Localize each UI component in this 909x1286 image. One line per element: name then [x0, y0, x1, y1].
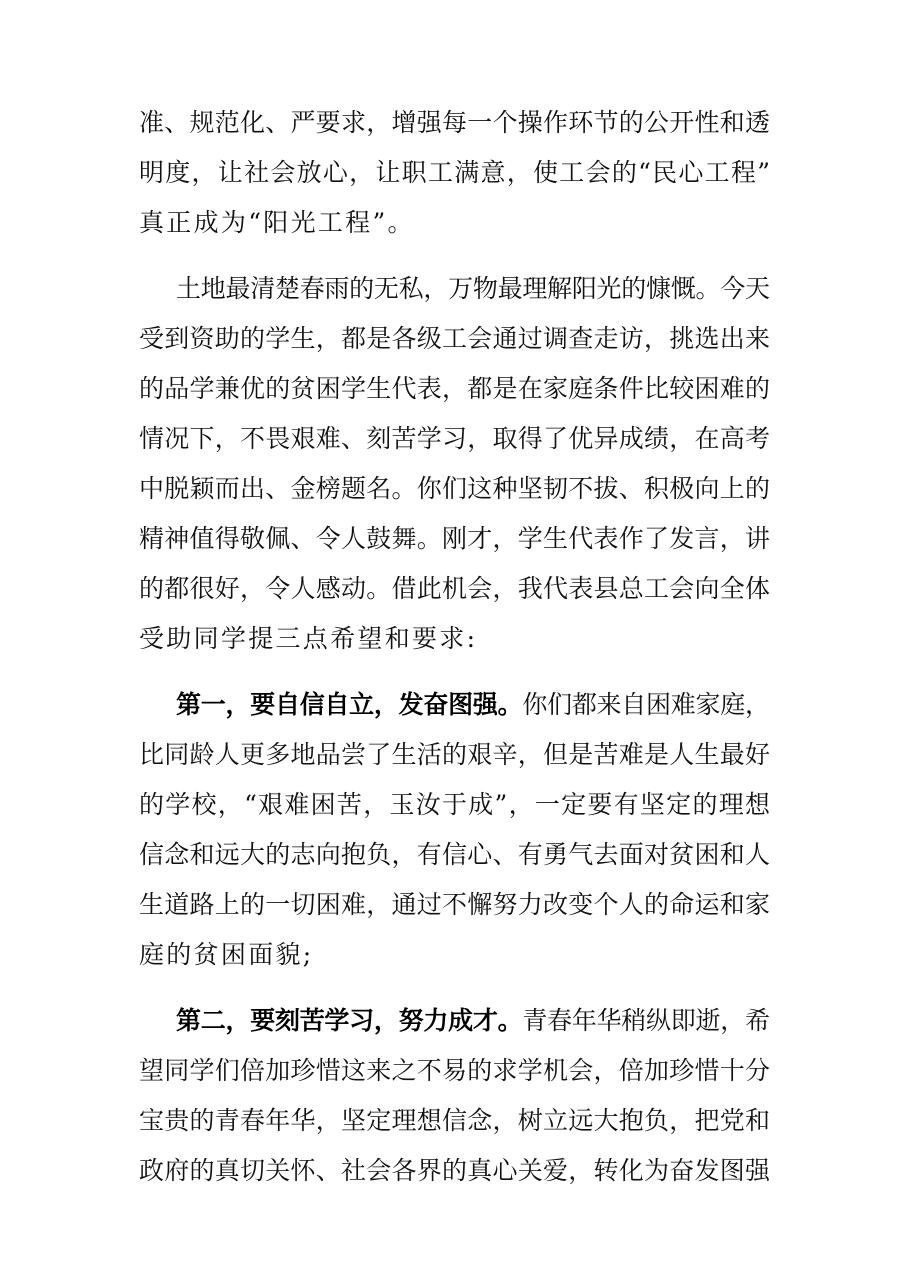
body-text: 庭的贫困面貌; [139, 940, 314, 969]
body-text: 明度，让社会放心，让职工满意，使工会的“民心工程” [139, 158, 772, 187]
body-text: 你们都来自困难家庭， [522, 690, 770, 719]
text-line [0, 519, 909, 559]
body-text: 精神值得敬佩、令人鼓舞。刚才，学生代表作了发言，讲 [139, 524, 771, 553]
body-text: 情况下，不畏艰难、刻苦学习，取得了优异成绩，在高考 [139, 424, 771, 453]
body-text: 受助同学提三点希望和要求: [139, 624, 478, 653]
body-text: 的学校，“艰难困苦，玉汝于成”，一定要有坚定的理想 [139, 790, 772, 819]
text-line [0, 203, 909, 243]
text-line [0, 1101, 909, 1141]
body-text: 土地最清楚春雨的无私，万物最理解阳光的慷慨。今天 [176, 274, 770, 303]
body-text: 信念和远大的志向抱负，有信心、有勇气去面对贫困和人 [139, 840, 771, 869]
body-text: 的都很好，令人感动。借此机会，我代表县总工会向全体 [139, 574, 771, 603]
text-line [0, 619, 909, 659]
body-text: 准、规范化、严要求，增强每一个操作环节的公开性和透 [139, 108, 771, 137]
text-line [0, 1001, 909, 1041]
text-line [0, 369, 909, 409]
text-line [0, 269, 909, 309]
body-text: 望同学们倍加珍惜这来之不易的求学机会，倍加珍惜十分 [139, 1056, 771, 1085]
body-text: 生道路上的一切困难，通过不懈努力改变个人的命运和家 [139, 890, 771, 919]
bold-heading-text: 第二，要刻苦学习，努力成才。 [176, 1006, 523, 1035]
text-line [0, 835, 909, 875]
text-line [0, 785, 909, 825]
text-line [0, 1051, 909, 1091]
text-line [0, 153, 909, 193]
text-line [0, 735, 909, 775]
text-line [0, 569, 909, 609]
text-line [0, 885, 909, 925]
text-line [0, 419, 909, 459]
body-text: 中脱颖而出、金榜题名。你们这种坚韧不拔、积极向上的 [139, 474, 771, 503]
body-text: 政府的真切关怀、社会各界的真心关爱，转化为奋发图强 [139, 1156, 771, 1185]
body-text: 青春年华稍纵即逝，希 [522, 1006, 770, 1035]
body-text: 的品学兼优的贫困学生代表，都是在家庭条件比较困难的 [139, 374, 771, 403]
body-text: 真正成为“阳光工程”。 [139, 208, 415, 237]
text-line [0, 103, 909, 143]
body-text: 比同龄人更多地品尝了生活的艰辛，但是苦难是人生最好 [139, 740, 771, 769]
body-text: 受到资助的学生，都是各级工会通过调查走访，挑选出来 [139, 324, 771, 353]
text-line [0, 685, 909, 725]
text-line [0, 469, 909, 509]
text-line [0, 1151, 909, 1191]
bold-heading-text: 第一，要自信自立，发奋图强。 [176, 690, 523, 719]
text-line [0, 319, 909, 359]
body-text: 宝贵的青春年华，坚定理想信念，树立远大抱负，把党和 [139, 1106, 771, 1135]
text-line [0, 935, 909, 975]
